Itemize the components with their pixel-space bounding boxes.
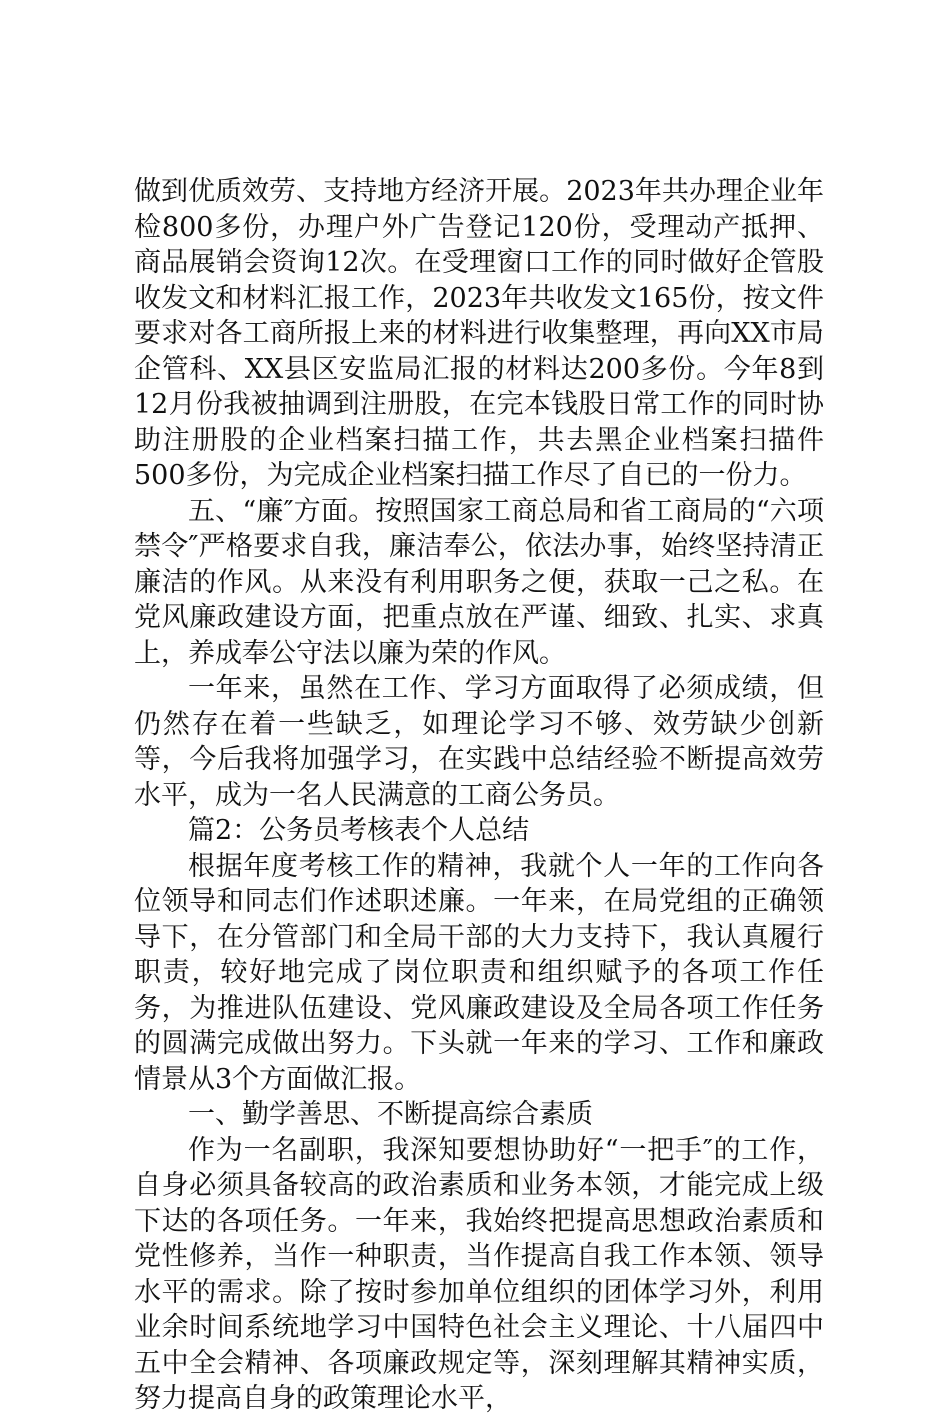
paragraph-summary: 一年来，虽然在工作、学习方面取得了必须成绩，但仍然存在着一些缺乏，如理论学习不够、效劳缺少创新等，今后我将加强学习，在实践中总结经验不断提高效劳水平，成为一名人民满意的工商公务员。 — [134, 673, 824, 811]
paragraph-study: 作为一名副职，我深知要想协助好“一把手″的工作，自身必须具备较高的政治素质和业务本领，才能完成上级下达的各项任务。一年来，我始终把提高思想政治素质和党性修养，当作一种职责，当作提高自我工作本领、领导水平的需求。除了按时参加单位组织的团体学习外，利用业余时间系统地学习中国特色社会主义理论、十八届四中五中全会精神、各项廉政规定等，深刻理解其精神实质，努力提高自身的政策理论水平， — [134, 1134, 824, 1414]
paragraph-intro: 根据年度考核工作的精神，我就个人一年的工作向各位领导和同志们作述职述廉。一年来，在局党组的正确领导下，在分管部门和全局干部的大力支持下，我认真履行职责，较好地完成了岗位职责和组织赋予的各项工作任务，为推进队伍建设、党风廉政建设及全局各项工作任务的圆满完成做出努力。下头就一年来的学习、工作和廉政情景从3个方面做汇报。 — [134, 850, 824, 1095]
paragraph-continuation: 做到优质效劳、支持地方经济开展。2023年共办理企业年检800多份，办理户外广告登记120份，受理动产抵押、商品展销会资询12次。在受理窗口工作的同时做好企管股收发文和材料汇报工作，2023年共收发文165份，按文件要求对各工商所报上来的材料进行收集整理，再向XX市局企管科、XX县区安监局汇报的材料达200多份。今年8到12月份我被抽调到注册股，在完本钱股日常工作的同时协助注册股的企业档案扫描工作，共去黑企业档案扫描件500多份，为完成企业档案扫描工作尽了自已的一份力。 — [134, 176, 824, 491]
paragraph-integrity: 五、“廉″方面。按照国家工商总局和省工商局的“六项禁令″严格要求自我，廉洁奉公，依法办事，始终坚持清正廉洁的作风。从来没有利用职务之便，获取一己之私。在党风廉政建设方面，把重点放在严谨、细致、扎实、求真上，养成奉公守法以廉为荣的作风。 — [134, 495, 824, 669]
subsection-heading: 一、勤学善思、不断提高综合素质 — [188, 1099, 593, 1130]
document-body — [134, 174, 824, 1417]
section-title: 篇2：公务员考核表个人总结 — [188, 815, 530, 846]
